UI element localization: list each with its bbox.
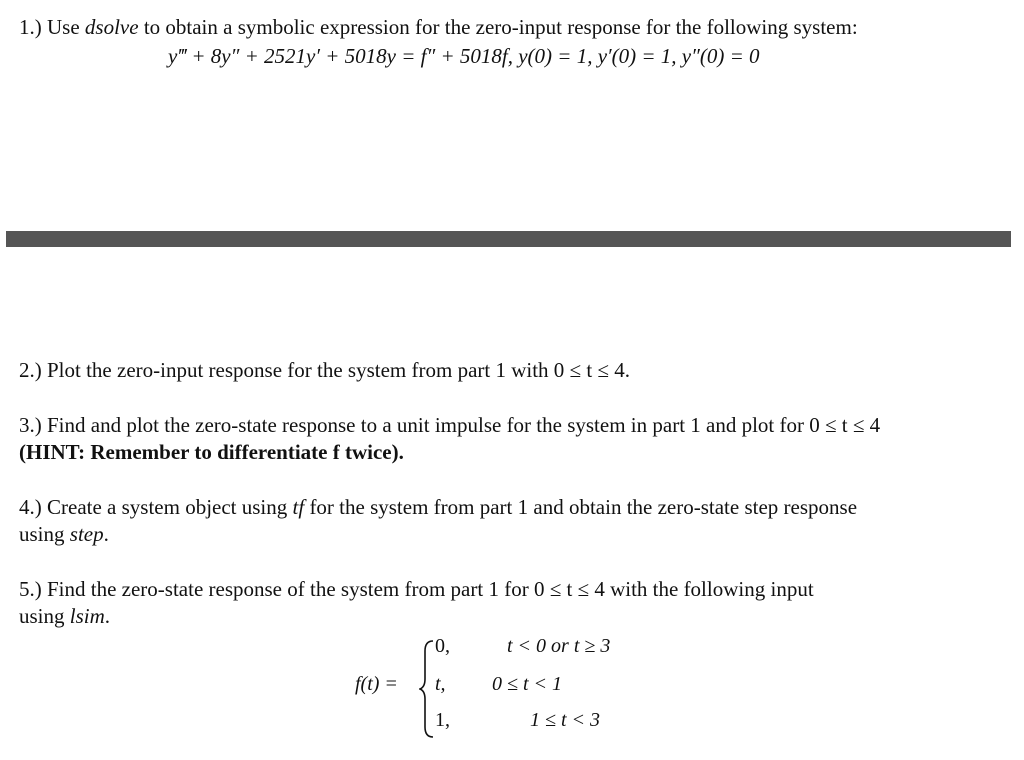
q3-hint: (HINT: Remember to differentiate f twice). — [19, 440, 404, 464]
question-3 — [19, 412, 880, 466]
q4-prefix: 4.) Create a system object using — [19, 495, 293, 519]
q5-line1: 5.) Find the zero-state response of the system from part 1 for 0 ≤ t ≤ 4 with the following input — [19, 577, 814, 601]
q1-prefix: 1.) Use — [19, 15, 85, 39]
q1-rest: to obtain a symbolic expression for the zero-input response for the following system: — [138, 15, 858, 39]
question-2: 2.) Plot the zero-input response for the system from part 1 with 0 ≤ t ≤ 4. — [19, 358, 630, 382]
piecewise-row-3-value: 1, — [435, 709, 450, 731]
piecewise-row-3-condition: 1 ≤ t < 3 — [530, 709, 601, 731]
piecewise-row-1-value: 0, — [435, 635, 450, 657]
q1-tool-dsolve: dsolve — [84, 15, 139, 39]
q4-line2-suffix: . — [103, 522, 109, 546]
differential-equation: y‴ + 8y″ + 2521y′ + 5018y = f″ + 5018f, y(0) = 1, y′(0) = 1, y″(0) = 0 — [168, 44, 760, 68]
q4-mid: for the system from part 1 and obtain the zero-state step response — [304, 495, 858, 519]
question-1 — [19, 14, 858, 41]
q3-line1: 3.) Find and plot the zero-state response to a unit impulse for the system in part 1 and plot for 0 ≤ t ≤ 4 — [19, 413, 881, 437]
piecewise-row-2-condition: 0 ≤ t < 1 — [492, 673, 563, 695]
q4-line2-prefix: using — [19, 522, 70, 546]
question-5 — [19, 576, 814, 630]
q5-line2-prefix: using — [19, 604, 70, 628]
q4-tool-step: step — [69, 522, 104, 546]
piecewise-row-2-value: t, — [435, 673, 446, 695]
piecewise-lhs: f(t) = — [355, 673, 398, 695]
question-4 — [19, 494, 857, 548]
piecewise-input-function — [355, 633, 685, 743]
piecewise-row-1-condition: t < 0 or t ≥ 3 — [507, 635, 611, 657]
q5-tool-lsim: lsim — [69, 604, 105, 628]
q5-line2-suffix: . — [104, 604, 111, 628]
q4-tool-tf: tf — [292, 495, 305, 519]
left-brace-icon — [419, 639, 435, 739]
section-divider — [6, 231, 1011, 247]
